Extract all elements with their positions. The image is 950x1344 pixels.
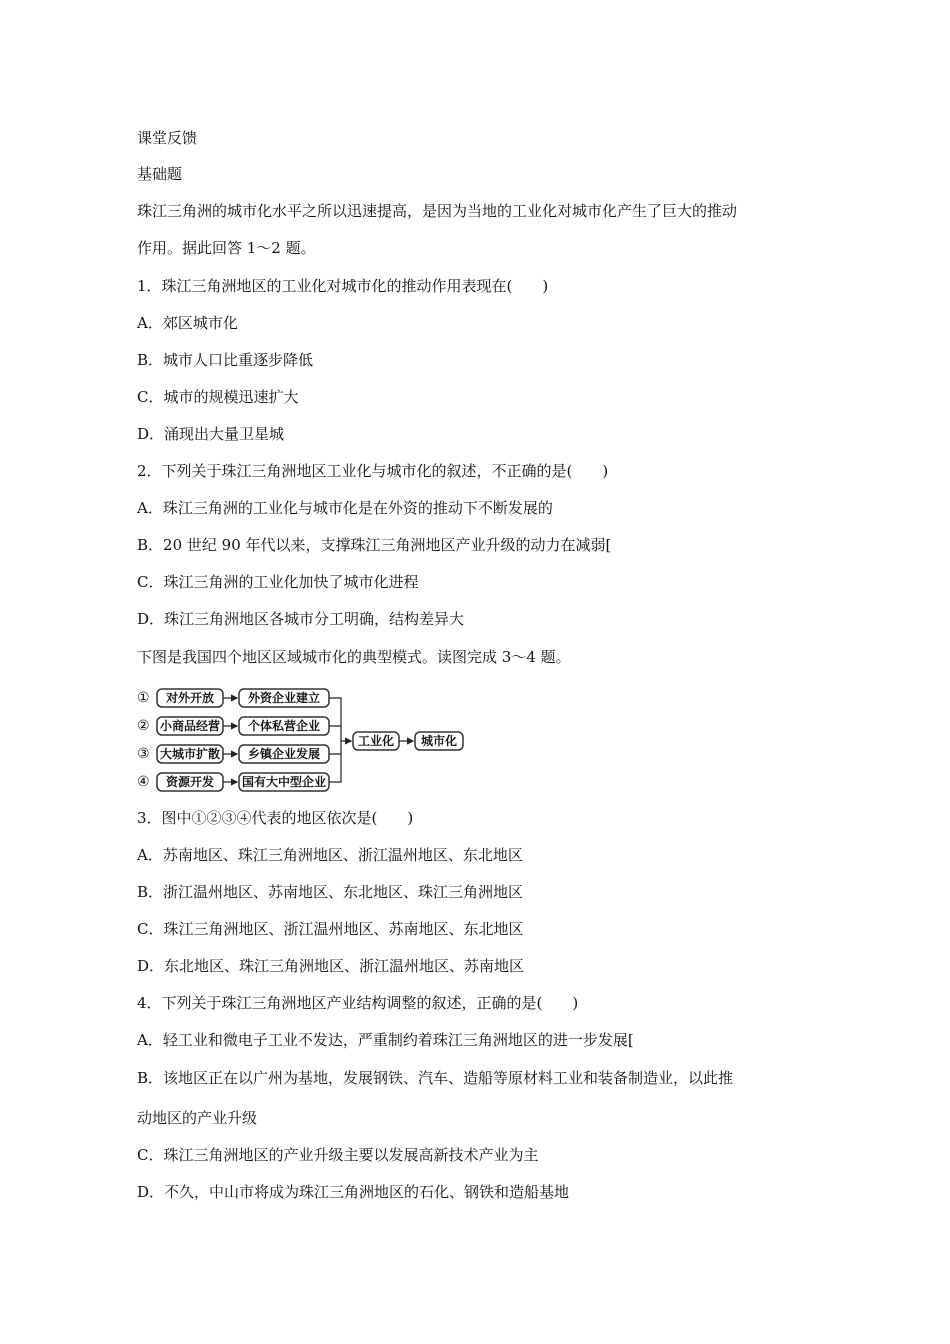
row-4-label-a: 资源开发: [165, 775, 215, 789]
intro-paragraph-line2: 作用。据此回答 1～2 题。: [137, 239, 316, 257]
question-3-option-c: C．珠江三角洲地区、浙江温州地区、苏南地区、东北地区: [137, 920, 524, 938]
urbanization-label: 城市化: [420, 734, 458, 748]
industrialization-label: 工业化: [357, 734, 395, 748]
section-heading: 课堂反馈: [137, 129, 198, 147]
row-1-label-b: 外资企业建立: [247, 691, 321, 705]
question-2-option-c: C．珠江三角洲的工业化加快了城市化进程: [137, 573, 419, 591]
question-2-option-a: A．珠江三角洲的工业化与城市化是在外资的推动下不断发展的: [137, 499, 553, 517]
question-4-option-b-line2: 动地区的产业升级: [137, 1109, 258, 1127]
question-4-option-a: A．轻工业和微电子工业不发达，严重制约着珠江三角洲地区的进一步发展[: [137, 1031, 634, 1049]
row-3-number: ③: [137, 746, 150, 762]
question-1-stem: 1．珠江三角洲地区的工业化对城市化的推动作用表现在( ): [137, 277, 549, 295]
question-1-option-a: A．郊区城市化: [137, 314, 238, 332]
row-3-label-b: 乡镇企业发展: [247, 747, 321, 761]
urbanization-flow-diagram: [133, 684, 473, 796]
question-4-stem: 4．下列关于珠江三角洲地区产业结构调整的叙述，正确的是( ): [137, 994, 579, 1012]
question-2-option-b: B．20 世纪 90 年代以来，支撑珠江三角洲地区产业升级的动力在减弱[: [137, 536, 612, 554]
row-1-number: ①: [137, 690, 150, 706]
question-4-option-b-line1: B．该地区正在以广州为基地，发展钢铁、汽车、造船等原材料工业和装备制造业，以此推: [137, 1069, 734, 1087]
row-2-label-a: 小商品经营: [159, 719, 221, 733]
row-4-number: ④: [137, 774, 150, 790]
question-3-option-d: D．东北地区、珠江三角洲地区、浙江温州地区、苏南地区: [137, 957, 525, 975]
row-2-number: ②: [137, 718, 150, 734]
intro-paragraph-line1: 珠江三角洲的城市化水平之所以迅速提高，是因为当地的工业化对城市化产生了巨大的推动: [137, 202, 738, 220]
row-2-label-b: 个体私营企业: [247, 719, 321, 733]
question-1-option-d: D．涌现出大量卫星城: [137, 425, 285, 443]
section-subheading: 基础题: [137, 165, 183, 183]
question-4-option-d: D．不久，中山市将成为珠江三角洲地区的石化、钢铁和造船基地: [137, 1183, 570, 1201]
question-3-option-b: B．浙江温州地区、苏南地区、东北地区、珠江三角洲地区: [137, 883, 524, 901]
question-2-option-d: D．珠江三角洲地区各城市分工明确，结构差异大: [137, 610, 465, 628]
question-3-stem: 3．图中①②③④代表的地区依次是( ): [137, 809, 414, 827]
row-1-label-a: 对外开放: [165, 691, 215, 705]
row-4-label-b: 国有大中型企业: [241, 775, 327, 789]
question-1-option-c: C．城市的规模迅速扩大: [137, 388, 299, 406]
merge-bracket: [329, 698, 341, 782]
question-1-option-b: B．城市人口比重逐步降低: [137, 351, 314, 369]
row-3-label-a: 大城市扩散: [159, 747, 221, 761]
diagram-intro: 下图是我国四个地区区域城市化的典型模式。读图完成 3～4 题。: [137, 648, 571, 666]
question-2-stem: 2．下列关于珠江三角洲地区工业化与城市化的叙述，不正确的是( ): [137, 462, 609, 480]
question-3-option-a: A．苏南地区、珠江三角洲地区、浙江温州地区、东北地区: [137, 846, 523, 864]
question-4-option-c: C．珠江三角洲地区的产业升级主要以发展高新技术产业为主: [137, 1146, 539, 1164]
